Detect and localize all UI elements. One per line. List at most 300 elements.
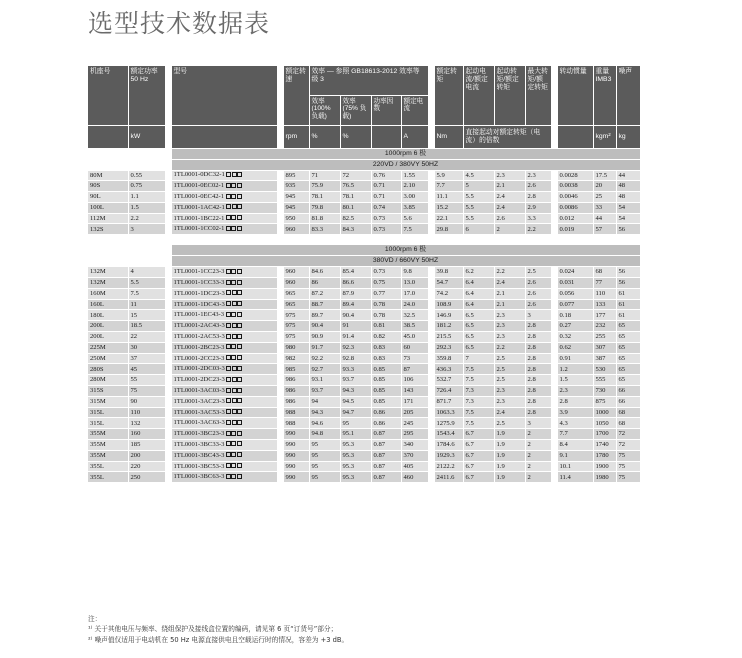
unit-kw: kW — [128, 125, 165, 148]
cell-power: 200 — [128, 450, 165, 461]
cell-frame: 200L — [88, 332, 128, 343]
order-code-placeholder-icon — [226, 398, 243, 405]
cell-start-current: 6 — [463, 224, 494, 235]
model-code: 1TL0001-3BC63-3 — [173, 473, 225, 481]
cell-eff75: 91.4 — [340, 332, 371, 343]
cell-power: 185 — [128, 440, 165, 451]
cell-noise: 56 — [616, 224, 640, 235]
cell-model — [171, 181, 277, 192]
cell-power: 1.1 — [128, 192, 165, 203]
order-code-placeholder-icon — [225, 269, 242, 276]
cell-speed: 990 — [283, 450, 309, 461]
cell-speed: 975 — [283, 321, 309, 332]
cell-torque: 29.8 — [434, 224, 463, 235]
model-code: 1TL0001-3AC03-3 — [173, 387, 225, 394]
cell-eff100: 91.7 — [309, 342, 340, 353]
cell-frame: 355M — [88, 429, 128, 440]
cell-start-current: 6.7 — [463, 472, 494, 483]
cell-eff100: 94 — [309, 396, 340, 407]
cell-start-torque: 2.5 — [494, 364, 525, 375]
unit-nm: Nm — [434, 125, 463, 148]
cell-inertia: 0.0046 — [557, 192, 593, 203]
cell-weight: 57 — [593, 224, 616, 235]
cell-weight: 255 — [593, 332, 616, 343]
cell-speed: 945 — [283, 192, 309, 203]
cell-inertia: 0.024 — [557, 267, 593, 278]
cell-weight: 177 — [593, 310, 616, 321]
cell-frame: 132M — [88, 278, 128, 289]
cell-eff75: 76.5 — [340, 181, 371, 192]
cell-frame: 160M — [88, 288, 128, 299]
table-row — [88, 310, 640, 321]
order-code-placeholder-icon — [225, 344, 242, 351]
header-rated-torque: 额定转矩 — [434, 66, 463, 125]
cell-max-torque: 2.6 — [525, 181, 551, 192]
order-code-placeholder-icon — [226, 204, 243, 211]
cell-inertia: 2.8 — [557, 396, 593, 407]
cell-noise: 65 — [616, 342, 640, 353]
cell-power: 132 — [128, 418, 165, 429]
cell-max-torque: 2.8 — [525, 353, 551, 364]
cell-speed: 990 — [283, 440, 309, 451]
cell-eff75: 86.6 — [340, 278, 371, 289]
model-code: 1TL0001-1DC23-3 — [173, 289, 225, 297]
cell-max-torque: 2.8 — [525, 364, 551, 375]
table-row — [88, 192, 640, 203]
model-code: 1TL0001-3BC43-3 — [173, 451, 225, 459]
cell-current: 405 — [401, 461, 428, 472]
cell-pf: 0.86 — [371, 407, 401, 418]
order-code-placeholder-icon — [226, 420, 243, 427]
cell-frame: 280M — [88, 375, 128, 386]
cell-power: 37 — [128, 353, 165, 364]
cell-inertia: 2.3 — [557, 386, 593, 397]
cell-speed: 935 — [283, 181, 309, 192]
cell-start-torque: 1.9 — [494, 450, 525, 461]
cell-power: 18.5 — [128, 321, 165, 332]
cell-start-torque: 2.2 — [494, 342, 525, 353]
model-code: 1TL0001-3AC53-3 — [173, 408, 225, 416]
cell-weight: 1980 — [593, 472, 616, 483]
cell-eff100: 86 — [309, 278, 340, 289]
cell-pf: 0.73 — [371, 267, 401, 278]
cell-frame: 112M — [88, 213, 128, 224]
cell-max-torque: 2.3 — [525, 170, 551, 181]
cell-current: 73 — [401, 353, 428, 364]
cell-power: 250 — [128, 472, 165, 483]
cell-max-torque: 2.8 — [525, 386, 551, 397]
cell-noise: 61 — [616, 310, 640, 321]
cell-start-current: 7 — [463, 353, 494, 364]
cell-max-torque: 2.8 — [525, 407, 551, 418]
cell-frame: 355M — [88, 440, 128, 451]
cell-model — [171, 418, 277, 429]
cell-weight: 875 — [593, 396, 616, 407]
cell-model — [171, 396, 277, 407]
cell-current: 171 — [401, 396, 428, 407]
cell-start-current: 5.5 — [463, 213, 494, 224]
cell-frame: 200L — [88, 321, 128, 332]
cell-power: 2.2 — [128, 213, 165, 224]
cell-start-torque: 2.5 — [494, 353, 525, 364]
cell-noise: 75 — [616, 472, 640, 483]
cell-weight: 530 — [593, 364, 616, 375]
cell-power: 4 — [128, 267, 165, 278]
order-code-placeholder-icon — [225, 441, 242, 448]
order-code-placeholder-icon — [226, 388, 243, 395]
cell-eff100: 92.7 — [309, 364, 340, 375]
cell-noise: 44 — [616, 170, 640, 181]
cell-weight: 555 — [593, 375, 616, 386]
cell-model — [171, 192, 277, 203]
order-code-placeholder-icon — [225, 463, 242, 470]
cell-pf: 0.73 — [371, 224, 401, 235]
band-voltage-label: 220VD / 380VY 50HZ — [171, 159, 640, 170]
table-row — [88, 429, 640, 440]
table-row — [88, 353, 640, 364]
cell-power: 1.5 — [128, 202, 165, 213]
cell-pf: 0.85 — [371, 364, 401, 375]
cell-weight: 307 — [593, 342, 616, 353]
cell-max-torque: 2 — [525, 429, 551, 440]
table-row — [88, 375, 640, 386]
cell-pf: 0.82 — [371, 332, 401, 343]
cell-frame: 315L — [88, 407, 128, 418]
cell-start-current: 7.5 — [463, 364, 494, 375]
cell-noise: 54 — [616, 213, 640, 224]
order-code-placeholder-icon — [225, 452, 242, 459]
unit-kgm2: kgm² — [593, 125, 616, 148]
cell-power: 15 — [128, 310, 165, 321]
cell-eff100: 89.7 — [309, 310, 340, 321]
cell-pf: 0.83 — [371, 342, 401, 353]
cell-current: 5.6 — [401, 213, 428, 224]
cell-torque: 1543.4 — [434, 429, 463, 440]
cell-eff100: 78.1 — [309, 192, 340, 203]
band-speed-poles-label: 1000rpm 6 极 — [171, 148, 640, 159]
header-inertia: 转动惯量 — [557, 66, 593, 125]
cell-start-current: 6.5 — [463, 310, 494, 321]
cell-weight: 17.5 — [593, 170, 616, 181]
cell-eff75: 93.3 — [340, 364, 371, 375]
cell-inertia: 0.27 — [557, 321, 593, 332]
cell-speed: 988 — [283, 407, 309, 418]
model-code: 1TL0001-2CC23-3 — [173, 354, 225, 362]
model-code: 1TL0001-0DC32-1 — [173, 171, 225, 179]
cell-speed: 986 — [283, 386, 309, 397]
cell-frame: 315L — [88, 418, 128, 429]
cell-eff100: 90.9 — [309, 332, 340, 343]
cell-current: 3.00 — [401, 192, 428, 203]
order-code-placeholder-icon — [226, 334, 243, 341]
cell-frame: 355L — [88, 472, 128, 483]
cell-frame: 250M — [88, 353, 128, 364]
cell-max-torque: 2.6 — [525, 288, 551, 299]
cell-torque: 54.7 — [434, 278, 463, 289]
cell-torque: 11.1 — [434, 192, 463, 203]
order-code-placeholder-icon — [226, 301, 243, 308]
cell-weight: 1000 — [593, 407, 616, 418]
cell-max-torque: 2 — [525, 472, 551, 483]
header-start-torque-ratio: 起动转矩/额定转矩 — [494, 66, 525, 125]
cell-model — [171, 332, 277, 343]
cell-start-torque: 2.3 — [494, 332, 525, 343]
cell-torque: 181.2 — [434, 321, 463, 332]
cell-current: 295 — [401, 429, 428, 440]
cell-eff100: 83.3 — [309, 224, 340, 235]
cell-inertia: 10.1 — [557, 461, 593, 472]
cell-torque: 15.2 — [434, 202, 463, 213]
order-code-placeholder-icon — [226, 409, 243, 416]
cell-power: 220 — [128, 461, 165, 472]
cell-weight: 730 — [593, 386, 616, 397]
cell-frame: 225M — [88, 342, 128, 353]
cell-torque: 1929.3 — [434, 450, 463, 461]
band-voltage — [88, 159, 640, 170]
cell-noise: 65 — [616, 353, 640, 364]
cell-eff100: 95 — [309, 450, 340, 461]
cell-speed: 975 — [283, 310, 309, 321]
unit-pct-75: % — [340, 125, 371, 148]
cell-max-torque: 3 — [525, 310, 551, 321]
cell-eff75: 80.1 — [340, 202, 371, 213]
cell-eff100: 94.8 — [309, 429, 340, 440]
cell-start-current: 5.5 — [463, 202, 494, 213]
cell-noise: 48 — [616, 192, 640, 203]
cell-eff100: 95 — [309, 440, 340, 451]
cell-start-torque: 2.3 — [494, 310, 525, 321]
cell-start-torque: 1.9 — [494, 440, 525, 451]
header-rated-power: 额定功率50 Hz — [128, 66, 165, 125]
cell-speed: 980 — [283, 342, 309, 353]
order-code-placeholder-icon — [226, 290, 243, 297]
cell-start-torque: 2.3 — [494, 396, 525, 407]
model-code: 1TL0001-3AC63-3 — [173, 419, 225, 427]
cell-frame: 315S — [88, 386, 128, 397]
cell-start-current: 7.3 — [463, 396, 494, 407]
cell-noise: 56 — [616, 278, 640, 289]
cell-model — [171, 342, 277, 353]
header-rated-current: 额定电流 — [401, 95, 428, 125]
cell-inertia: 7.7 — [557, 429, 593, 440]
model-code: 1TL0001-3BC33-3 — [173, 440, 225, 448]
cell-start-torque: 1.9 — [494, 472, 525, 483]
cell-start-current: 7.5 — [463, 375, 494, 386]
cell-start-torque: 2.3 — [494, 386, 525, 397]
cell-torque: 1275.9 — [434, 418, 463, 429]
table-row — [88, 278, 640, 289]
cell-torque: 74.2 — [434, 288, 463, 299]
cell-inertia: 9.1 — [557, 450, 593, 461]
unit-ratio-note: 直接起动对额定转矩（电流）的倍数 — [463, 125, 551, 148]
cell-inertia: 0.91 — [557, 353, 593, 364]
cell-eff100: 95 — [309, 472, 340, 483]
model-code: 1TL0001-2DC23-3 — [173, 376, 225, 384]
cell-torque: 532.7 — [434, 375, 463, 386]
cell-start-torque: 2.3 — [494, 321, 525, 332]
cell-noise: 56 — [616, 267, 640, 278]
table-row — [88, 202, 640, 213]
cell-model — [171, 450, 277, 461]
cell-model — [171, 407, 277, 418]
cell-torque: 39.8 — [434, 267, 463, 278]
cell-weight: 133 — [593, 299, 616, 310]
header-model: 型号 — [171, 66, 277, 125]
cell-inertia: 8.4 — [557, 440, 593, 451]
cell-torque: 108.9 — [434, 299, 463, 310]
cell-pf: 0.78 — [371, 310, 401, 321]
cell-inertia: 1.5 — [557, 375, 593, 386]
cell-power: 11 — [128, 299, 165, 310]
table-row — [88, 418, 640, 429]
cell-inertia: 0.0028 — [557, 170, 593, 181]
cell-start-current: 6.5 — [463, 332, 494, 343]
cell-frame: 160L — [88, 299, 128, 310]
table-row — [88, 170, 640, 181]
cell-start-current: 5 — [463, 181, 494, 192]
cell-current: 45.0 — [401, 332, 428, 343]
cell-noise: 65 — [616, 332, 640, 343]
cell-weight: 33 — [593, 202, 616, 213]
cell-speed: 895 — [283, 170, 309, 181]
cell-start-torque: 1.9 — [494, 429, 525, 440]
header-eff-75: 效率(75% 负载) — [340, 95, 371, 125]
model-code: 1TL0001-3BC53-3 — [173, 462, 225, 470]
cell-torque: 292.3 — [434, 342, 463, 353]
cell-torque: 2122.2 — [434, 461, 463, 472]
cell-start-current: 6.7 — [463, 450, 494, 461]
footnotes — [88, 614, 648, 645]
cell-speed: 990 — [283, 429, 309, 440]
cell-pf: 0.86 — [371, 418, 401, 429]
cell-max-torque: 2.8 — [525, 332, 551, 343]
cell-noise: 54 — [616, 202, 640, 213]
cell-start-current: 6.4 — [463, 278, 494, 289]
cell-inertia: 0.012 — [557, 213, 593, 224]
cell-start-torque: 2 — [494, 224, 525, 235]
cell-max-torque: 2.6 — [525, 278, 551, 289]
cell-torque: 7.7 — [434, 181, 463, 192]
cell-model — [171, 353, 277, 364]
table-row — [88, 267, 640, 278]
order-code-placeholder-icon — [225, 474, 242, 481]
page-title: 选型技术数据表 — [88, 9, 271, 38]
cell-current: 24.0 — [401, 299, 428, 310]
cell-current: 205 — [401, 407, 428, 418]
cell-model — [171, 202, 277, 213]
cell-start-torque: 2.3 — [494, 170, 525, 181]
cell-current: 1.55 — [401, 170, 428, 181]
cell-max-torque: 2.5 — [525, 267, 551, 278]
cell-pf: 0.71 — [371, 192, 401, 203]
cell-noise: 65 — [616, 375, 640, 386]
cell-pf: 0.71 — [371, 181, 401, 192]
cell-max-torque: 2.9 — [525, 202, 551, 213]
cell-model — [171, 461, 277, 472]
cell-speed: 986 — [283, 396, 309, 407]
cell-pf: 0.83 — [371, 353, 401, 364]
order-code-placeholder-icon — [226, 172, 243, 179]
table-row — [88, 213, 640, 224]
cell-start-current: 6.5 — [463, 321, 494, 332]
cell-start-current: 7.3 — [463, 386, 494, 397]
cell-eff100: 94.6 — [309, 418, 340, 429]
model-code: 1TL0001-1CC33-3 — [173, 279, 225, 287]
cell-max-torque: 2.8 — [525, 321, 551, 332]
cell-speed: 965 — [283, 299, 309, 310]
cell-pf: 0.77 — [371, 288, 401, 299]
cell-inertia: 0.019 — [557, 224, 593, 235]
cell-torque: 359.8 — [434, 353, 463, 364]
cell-inertia: 0.0038 — [557, 181, 593, 192]
cell-pf: 0.74 — [371, 202, 401, 213]
cell-max-torque: 2 — [525, 440, 551, 451]
cell-max-torque: 2 — [525, 450, 551, 461]
cell-pf: 0.73 — [371, 213, 401, 224]
cell-start-current: 6.2 — [463, 267, 494, 278]
note-1: ¹⁾ 关于其他电压与频率、绕组保护及接线盒位置的编码，请见第 6 页“订货号”部分； — [88, 625, 338, 634]
unit-pct-100: % — [309, 125, 340, 148]
band-speed-poles-label: 1000rpm 6 极 — [171, 245, 640, 256]
cell-current: 38.5 — [401, 321, 428, 332]
cell-speed: 985 — [283, 364, 309, 375]
cell-start-torque: 2.4 — [494, 407, 525, 418]
cell-inertia: 0.031 — [557, 278, 593, 289]
cell-eff75: 90.4 — [340, 310, 371, 321]
cell-model — [171, 299, 277, 310]
cell-model — [171, 278, 277, 289]
cell-eff75: 95.1 — [340, 429, 371, 440]
cell-start-current: 4.5 — [463, 170, 494, 181]
cell-eff100: 90.4 — [309, 321, 340, 332]
cell-inertia: 0.056 — [557, 288, 593, 299]
cell-max-torque: 2.2 — [525, 224, 551, 235]
cell-noise: 65 — [616, 321, 640, 332]
cell-start-current: 6.4 — [463, 299, 494, 310]
cell-torque: 1063.3 — [434, 407, 463, 418]
cell-pf: 0.87 — [371, 472, 401, 483]
cell-model — [171, 440, 277, 451]
cell-frame: 90L — [88, 192, 128, 203]
cell-frame: 132S — [88, 224, 128, 235]
cell-model — [171, 267, 277, 278]
cell-pf: 0.78 — [371, 299, 401, 310]
cell-eff75: 95.3 — [340, 440, 371, 451]
cell-start-current: 6.7 — [463, 440, 494, 451]
cell-torque: 1784.6 — [434, 440, 463, 451]
order-code-placeholder-icon — [225, 280, 242, 287]
section-1 — [88, 148, 640, 235]
cell-speed: 960 — [283, 267, 309, 278]
cell-eff75: 94.7 — [340, 407, 371, 418]
cell-noise: 72 — [616, 429, 640, 440]
cell-pf: 0.76 — [371, 170, 401, 181]
cell-inertia: 0.18 — [557, 310, 593, 321]
table-row — [88, 321, 640, 332]
model-code: 1TL0001-0EC02-1 — [173, 182, 225, 190]
cell-start-torque: 2.1 — [494, 181, 525, 192]
order-code-placeholder-icon — [226, 366, 243, 373]
cell-start-torque: 2.4 — [494, 192, 525, 203]
cell-current: 7.5 — [401, 224, 428, 235]
model-code: 1TL0001-3BC23-3 — [173, 430, 225, 438]
cell-start-current: 6.7 — [463, 461, 494, 472]
cell-speed: 960 — [283, 278, 309, 289]
cell-power: 30 — [128, 342, 165, 353]
cell-eff75: 87.9 — [340, 288, 371, 299]
band-voltage-label: 380VD / 660VY 50HZ — [171, 256, 640, 267]
cell-weight: 1050 — [593, 418, 616, 429]
